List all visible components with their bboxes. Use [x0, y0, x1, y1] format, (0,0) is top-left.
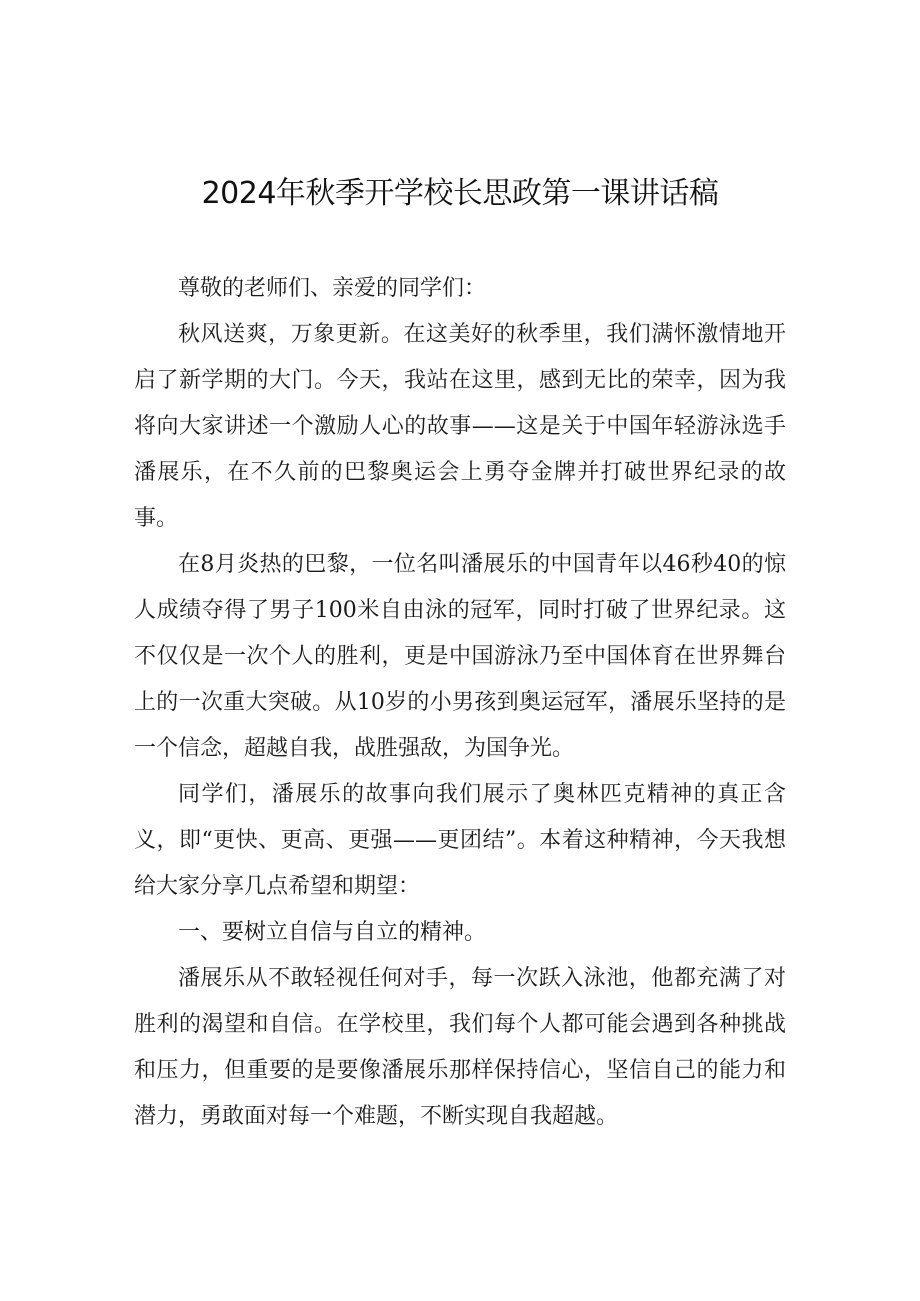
- document-body: [134, 266, 786, 1140]
- section-heading-1: 一、要树立自信与自立的精神。: [178, 920, 487, 945]
- document-title: 2024年秋季开学校长思政第一课讲话稿: [201, 176, 719, 211]
- paragraph-intro: 秋风送爽，万象更新。在这美好的秋季里，我们满怀激情地开启了新学期的大门。今天，我站在这里，感到无比的荣幸，因为我将向大家讲述一个激励人心的故事——这是关于中国年轻游泳选手潘展乐，在不久前的巴黎奥运会上勇夺金牌并打破世界纪录的故事。: [134, 322, 786, 531]
- greeting-line: 尊敬的老师们、亲爱的同学们：: [178, 276, 487, 301]
- paragraph-confidence: 潘展乐从不敢轻视任何对手，每一次跃入泳池，他都充满了对胜利的渴望和自信。在学校里，我们每个人都可能会遇到各种挑战和压力，但重要的是要像潘展乐那样保持信心，坚信自己的能力和潜力，勇敢面对每一个难题，不断实现自我超越。: [134, 966, 786, 1129]
- paragraph-story: 在8月炎热的巴黎，一位名叫潘展乐的中国青年以46秒40的惊人成绩夺得了男子100米自由泳的冠军，同时打破了世界纪录。这不仅仅是一次个人的胜利，更是中国游泳乃至中国体育在世界舞台上的一次重大突破。从10岁的小男孩到奥运冠军，潘展乐坚持的是一个信念，超越自我，战胜强敌，为国争光。: [134, 552, 786, 761]
- paragraph-spirit: 同学们，潘展乐的故事向我们展示了奥林匹克精神的真正含义，即“更快、更高、更强——更团结”。本着这种精神，今天我想给大家分享几点希望和期望：: [134, 782, 786, 899]
